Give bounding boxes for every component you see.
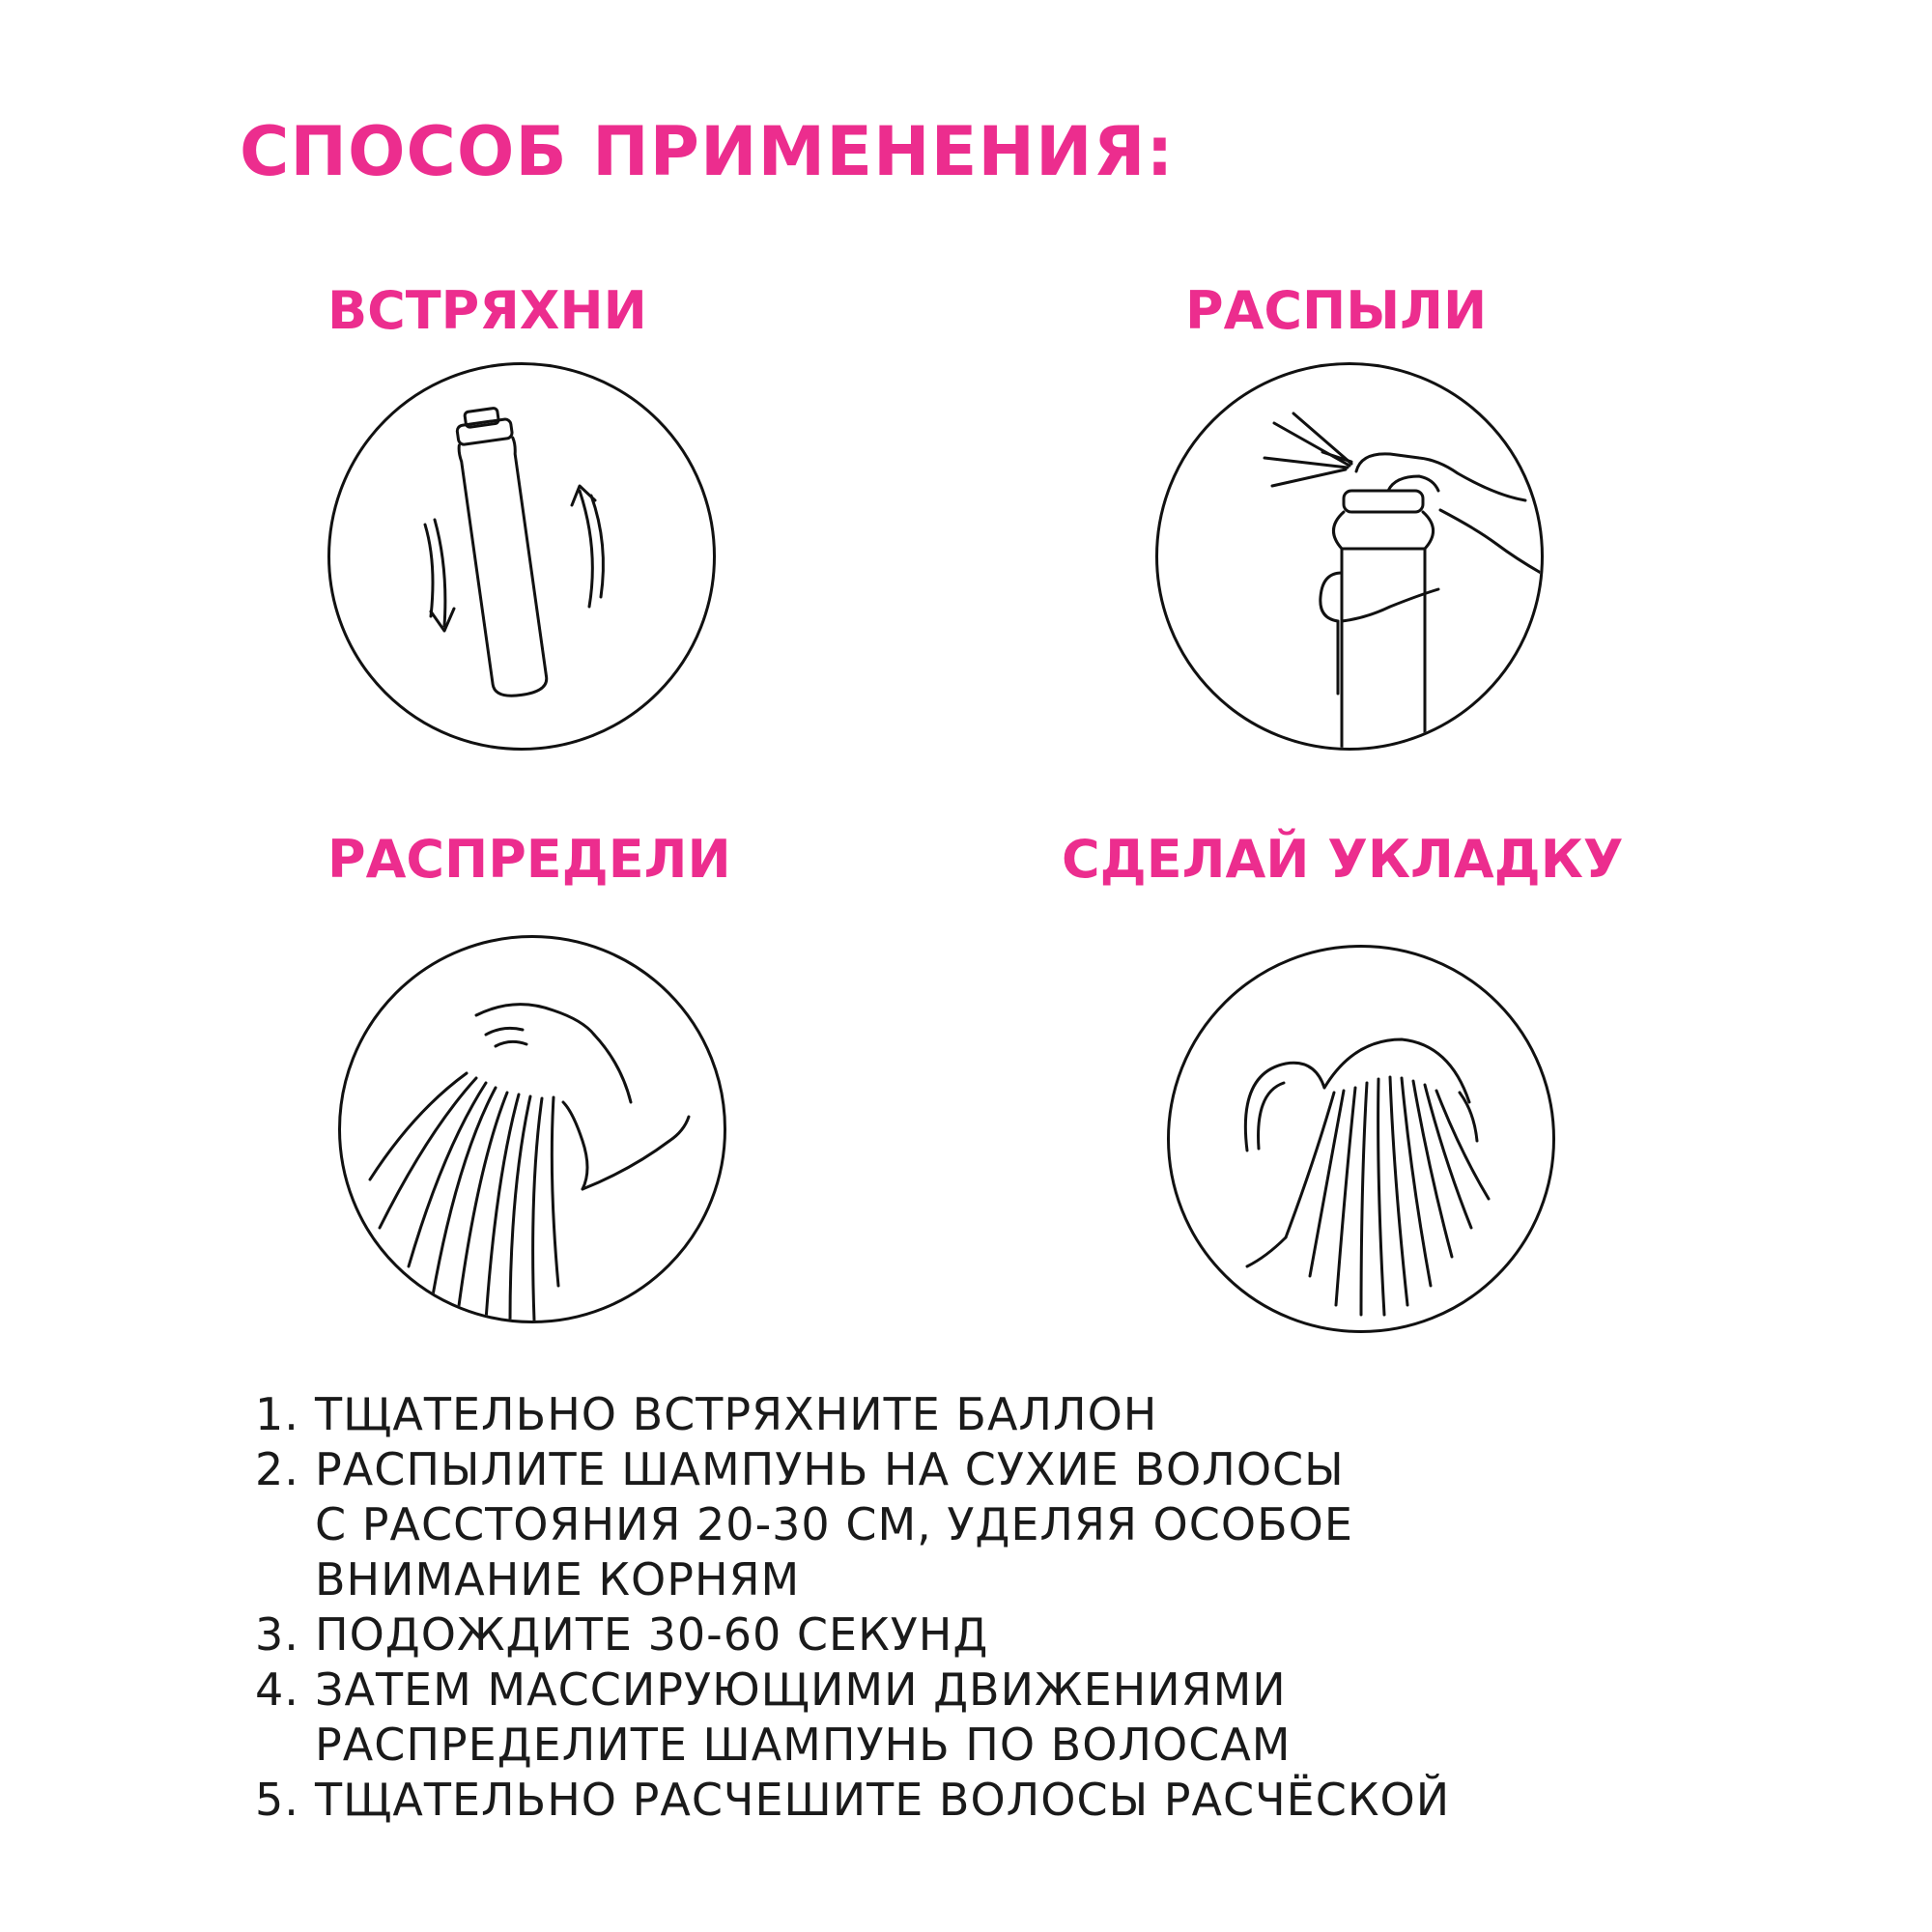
page-title: СПОСОБ ПРИМЕНЕНИЯ: <box>240 112 1175 191</box>
instruction-number: 2. <box>255 1443 299 1495</box>
instruction-line: РАСПРЕДЕЛИТЕ ШАМПУНЬ ПО ВОЛОСАМ <box>315 1719 1292 1771</box>
instruction-line: С РАССТОЯНИЯ 20-30 СМ, УДЕЛЯЯ ОСОБОЕ <box>315 1498 1353 1550</box>
instruction-line: ТЩАТЕЛЬНО РАСЧЕШИТЕ ВОЛОСЫ РАСЧЁСКОЙ <box>315 1774 1451 1826</box>
instruction-line: ВНИМАНИЕ КОРНЯМ <box>315 1553 801 1605</box>
instruction-item <box>255 1442 1450 1607</box>
instruction-line: ПОДОЖДИТЕ 30-60 СЕКУНД <box>315 1608 989 1661</box>
instruction-line: РАСПЫЛИТЕ ШАМПУНЬ НА СУХИЕ ВОЛОСЫ <box>315 1443 1345 1495</box>
instruction-number: 1. <box>255 1388 299 1440</box>
shake-can-icon <box>327 362 716 751</box>
instruction-number: 4. <box>255 1663 299 1716</box>
step-label-style: СДЕЛАЙ УКЛАДКУ <box>1062 829 1624 890</box>
instruction-line: ТЩАТЕЛЬНО ВСТРЯХНИТЕ БАЛЛОН <box>315 1388 1158 1440</box>
style-hair-icon <box>1167 945 1555 1333</box>
spray-can-icon <box>1155 362 1544 751</box>
instructions-list <box>255 1387 1450 1828</box>
step-label-spray: РАСПЫЛИ <box>1185 280 1488 341</box>
instruction-number: 3. <box>255 1608 299 1661</box>
instruction-number: 5. <box>255 1774 299 1826</box>
instruction-item <box>255 1773 1450 1828</box>
instruction-item <box>255 1607 1450 1662</box>
step-label-distribute: РАСПРЕДЕЛИ <box>327 829 731 890</box>
step-label-shake: ВСТРЯХНИ <box>327 280 647 341</box>
instruction-item <box>255 1662 1450 1773</box>
instruction-item <box>255 1387 1450 1442</box>
instruction-line: ЗАТЕМ МАССИРУЮЩИМИ ДВИЖЕНИЯМИ <box>315 1663 1287 1716</box>
distribute-hair-icon <box>338 935 726 1323</box>
